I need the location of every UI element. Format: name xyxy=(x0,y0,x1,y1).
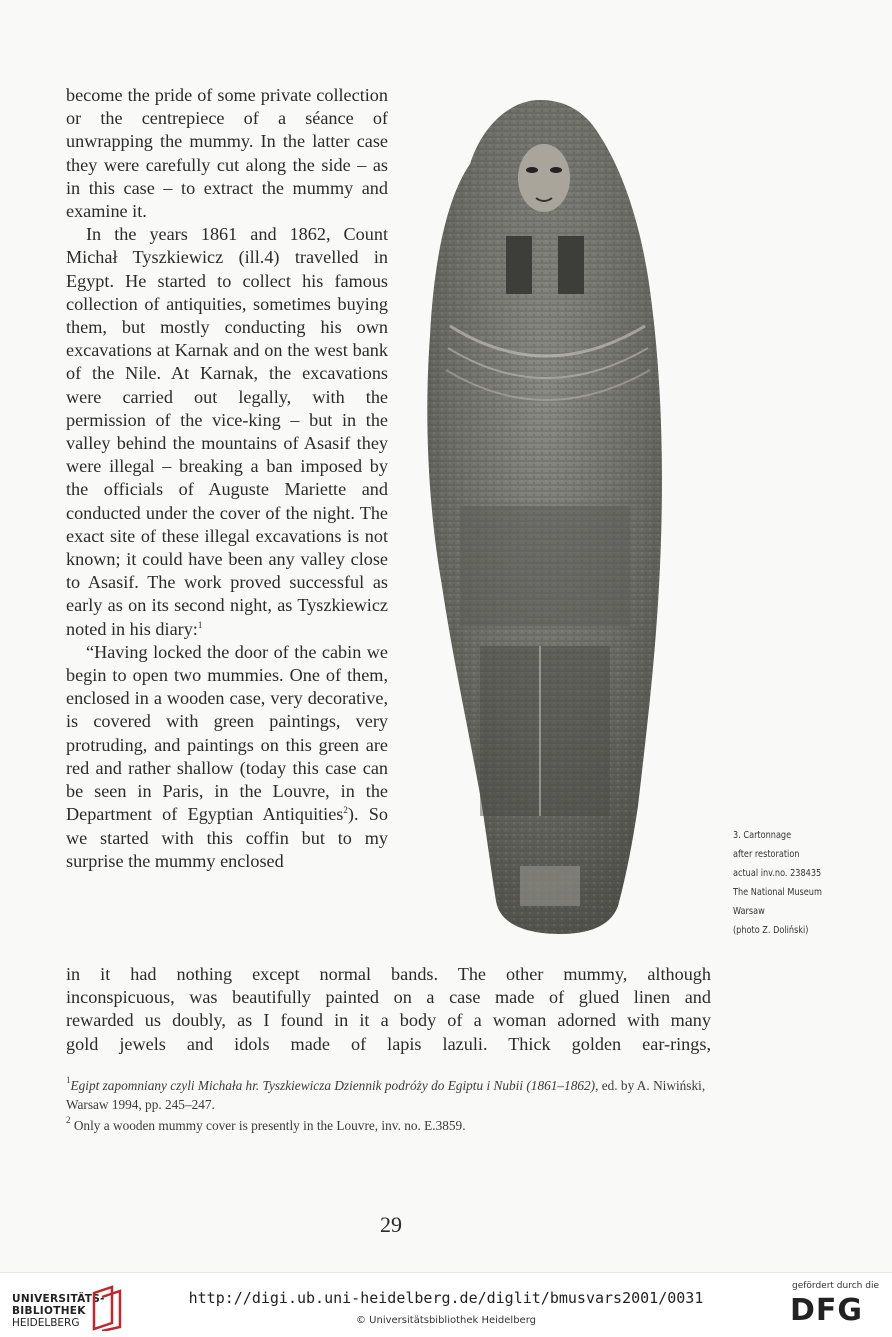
paragraph-3-tail: ). So we started with this coffin but to my surprise the mummy enclosed xyxy=(66,804,388,871)
caption-line-4: The National Museum xyxy=(733,887,822,898)
footnote-2-text: Only a wooden mummy cover is presently in the Louvre, inv. no. E.3859. xyxy=(73,1118,466,1133)
full-line-4: gold jewels and idols made of lapis lazuli. Thick golden ear-rings, xyxy=(66,1033,711,1054)
mummy-cartonnage-image xyxy=(420,86,710,948)
footnote-1-number: 1 xyxy=(66,1075,71,1085)
footnote-2 xyxy=(66,1116,716,1135)
caption-line-1: 3. Cartonnage xyxy=(733,830,792,841)
paragraph-2-text: In the years 1861 and 1862, Count Michał Tyszkiewicz (ill.4) travelled in Egypt. He started to collect his famous collection of antiquities, sometimes buying them, but mostly conducting his own excavations at Karnak and on the west bank of the Nile. At Karnak, the excavations were carried out legally, with the permission of the vice-king – but in the valley behind the mountains of Asasif they were illegal – breaking a ban imposed by the officials of Auguste Mariette and conducted under the cover of the night. The exact site of these illegal excavations is not known; it could have been any valley close to Asasif. The work proved successful as early as on its second night, as Tyszkiewicz noted in his diary: xyxy=(66,224,388,639)
footnote-2-number: 2 xyxy=(66,1115,71,1125)
footnote-1-text: , ed. by A. Niwiński, Warsaw 1994, pp. 245–247. xyxy=(66,1078,706,1112)
library-line-2: BIBLIOTHEK xyxy=(12,1305,86,1317)
footnote-1-title: Egipt zapomniany czyli Michała hr. Tyszkiewicza Dziennik podróży do Egiptu i Nubii (1861–1862) xyxy=(70,1078,596,1093)
footnote-1 xyxy=(66,1076,716,1114)
footnotes xyxy=(66,1076,716,1137)
page-number: 29 xyxy=(380,1212,402,1237)
figure-caption xyxy=(733,826,843,940)
footnote-ref-1[interactable]: 1 xyxy=(197,619,203,630)
cartonnage-photo xyxy=(420,86,710,948)
paragraph-3-text: “Having locked the door of the cabin we begin to open two mummies. One of them, enclosed in a wooden case, very decorative, is covered with green paintings, very protruding, and paintings on this green are red and rather shallow (today this case can be seen in Paris, in the Louvre, in the Department of Egyptian Antiquities xyxy=(66,641,388,825)
library-line-1: UNIVERSITÄTS- xyxy=(12,1293,105,1305)
body-text-column xyxy=(66,84,388,873)
footnote-ref-2[interactable]: 2 xyxy=(343,805,348,816)
paragraph-3 xyxy=(66,641,388,873)
full-line-3: rewarded us doubly, as I found in it a body of a woman adorned with many xyxy=(66,1010,711,1031)
caption-line-6: (photo Z. Doliński) xyxy=(733,925,809,936)
full-line-2: inconspicuous, was beautifully painted on a case made of glued linen and xyxy=(66,987,711,1008)
permalink-url[interactable]: http://digi.ub.uni-heidelberg.de/diglit/bmusvars2001/0031 xyxy=(188,1289,704,1307)
funded-by-note: gefördert durch die xyxy=(792,1281,879,1291)
caption-line-2: after restoration xyxy=(733,849,800,860)
copyright-notice: © Universitätsbibliothek Heidelberg xyxy=(355,1315,536,1326)
library-line-3: HEIDELBERG xyxy=(12,1317,80,1329)
full-width-text xyxy=(66,963,711,1056)
library-footer xyxy=(0,1272,892,1337)
caption-line-5: Warsaw xyxy=(733,906,765,917)
full-line-1: in it had nothing except normal bands. The other mummy, although xyxy=(66,964,711,984)
paragraph-1: become the pride of some private collection or the centrepiece of a séance of unwrapping the mummy. In the latter case they were carefully cut along the side – as in this case – to extract the mummy and examine it. xyxy=(66,85,388,222)
dfg-logo[interactable]: DFG xyxy=(790,1293,864,1328)
caption-line-3: actual inv.no. 238435 xyxy=(733,868,822,879)
paragraph-2 xyxy=(66,223,388,641)
